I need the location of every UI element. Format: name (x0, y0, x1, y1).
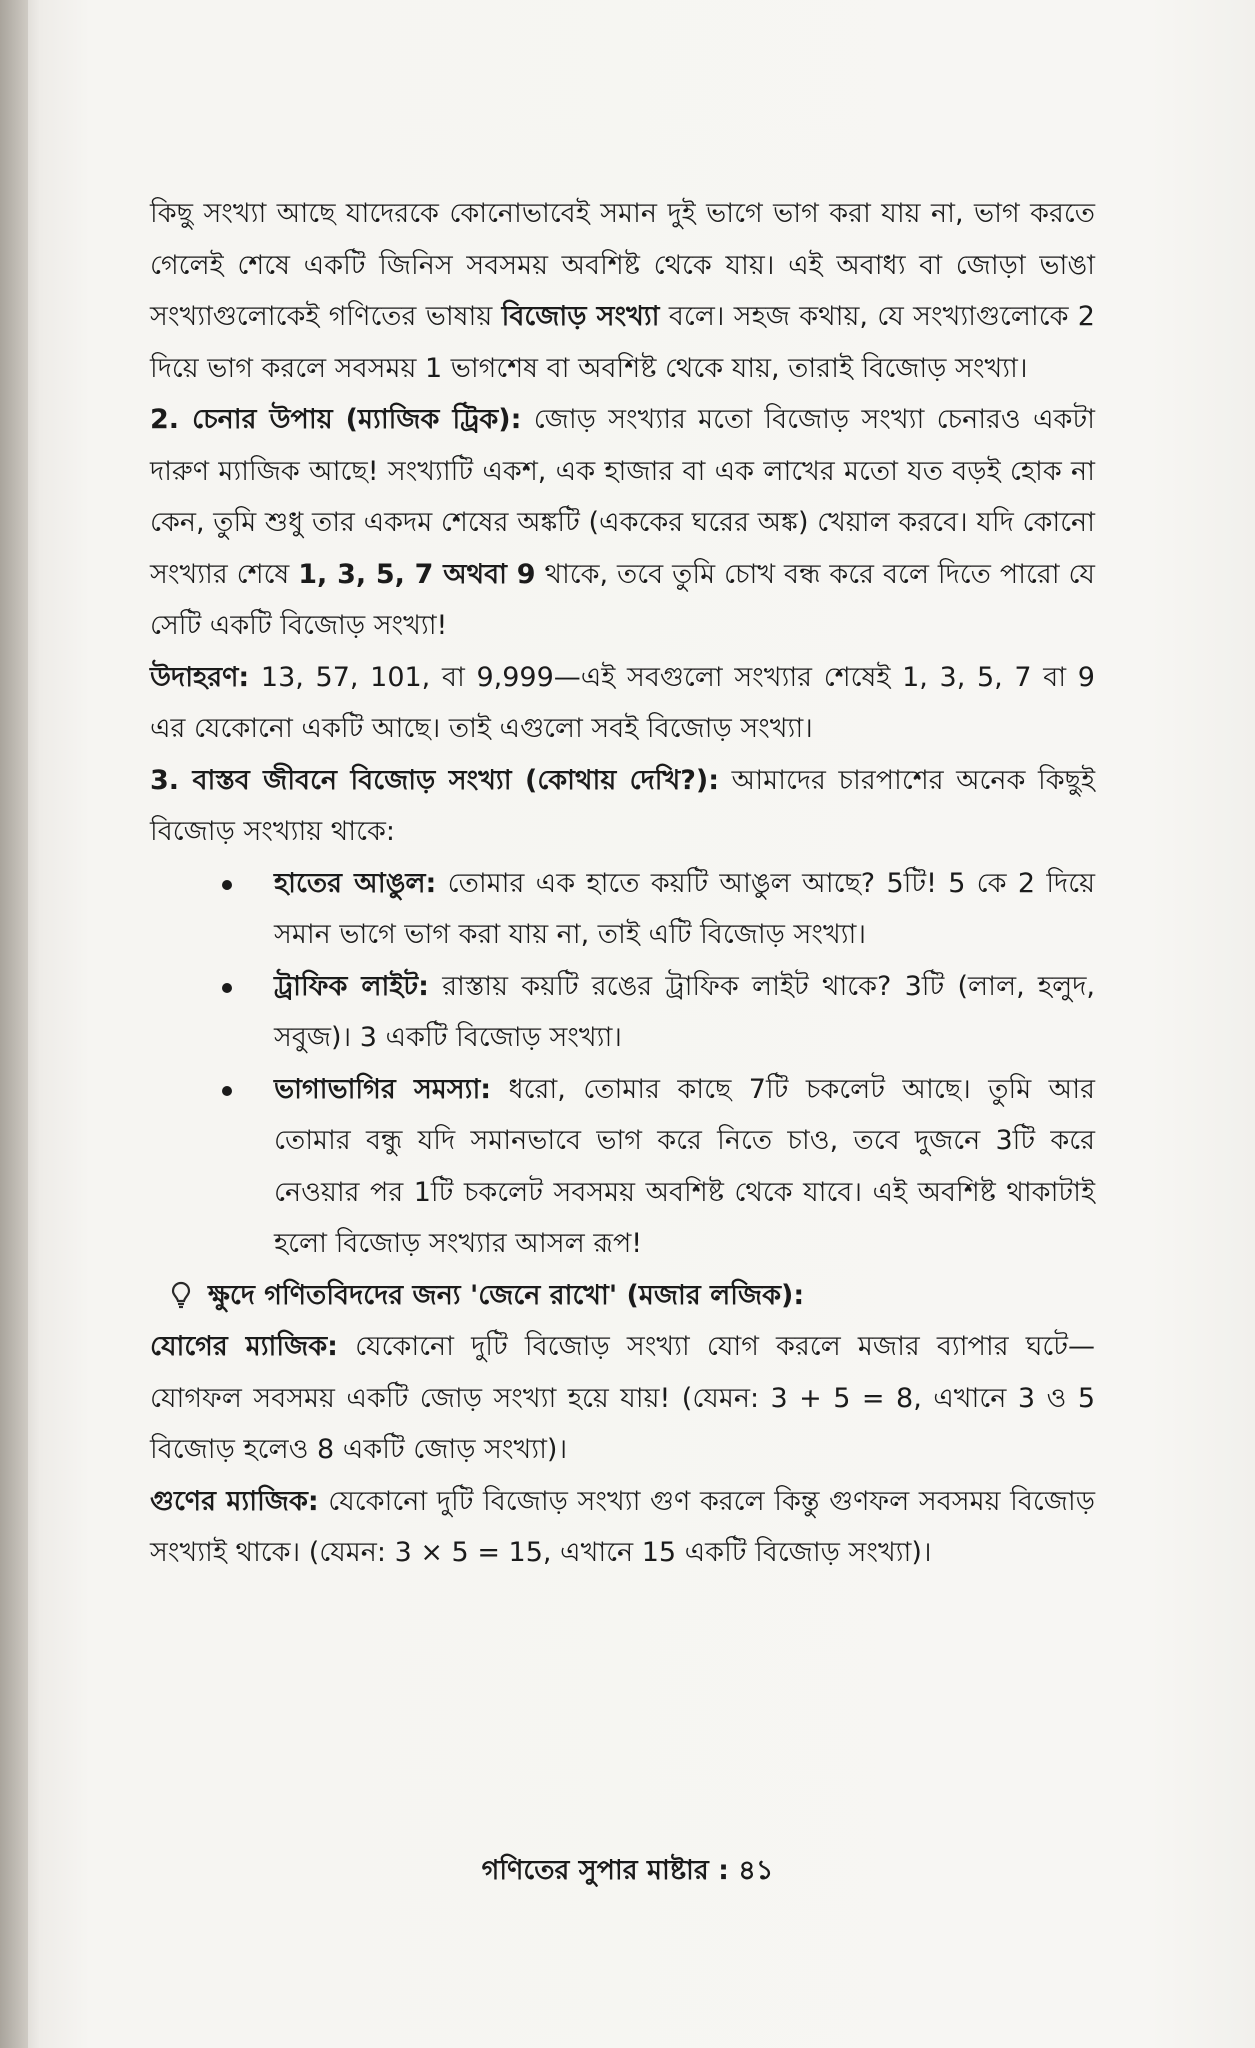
page-footer: গণিতের সুপার মাষ্টার : ৪১ (481, 1855, 774, 1886)
section2-heading: 2. চেনার উপায় (ম্যাজিক ট্রিক): (150, 404, 522, 435)
example-paragraph (150, 652, 1095, 755)
list-item (150, 858, 1095, 961)
list-item (150, 1064, 1095, 1270)
example-label: উদাহরণ: (150, 661, 250, 693)
section2-text-end: থাকে, তবে তুমি চোখ বন্ধ করে বলে দিতে পারো যে সেটি একটি বিজোড় সংখ্যা! (150, 558, 1095, 641)
list-item-label: হাতের আঙুল: (274, 867, 437, 899)
bullet-dot-icon (222, 880, 232, 890)
multiplication-paragraph (150, 1476, 1095, 1579)
list-item-text: ধরো, তোমার কাছে 7টি চকলেট আছে। তুমি আর তোমার বন্ধু যদি সমানভাবে ভাগ করে নিতে চাও, তবে দুজনে 3টি করে নেওয়ার পর 1টি চকলেট সবসময় অবশিষ্ট থেকে যাবে। এই অবশিষ্ট থাকাটাই হলো বিজোড় সংখ্যার আসল রূপ! (274, 1073, 1096, 1259)
examples-list (150, 858, 1095, 1270)
section3-paragraph (150, 755, 1095, 858)
addition-label: যোগের ম্যাজিক: (150, 1331, 338, 1362)
list-item-text: রাস্তায় কয়টি রঙের ট্রাফিক লাইট থাকে? 3টি (লাল, হলুদ, সবুজ)। 3 একটি বিজোড় সংখ্যা। (274, 970, 1095, 1053)
section3-text: আমাদের চারপাশের অনেক কিছুই বিজোড় সংখ্যায় থাকে: (150, 764, 1095, 847)
bullet-dot-icon (222, 1086, 232, 1096)
multiplication-label: গুণের ম্যাজিক: (150, 1485, 319, 1517)
list-item (150, 961, 1095, 1064)
bullet-dot-icon (222, 983, 232, 993)
intro-text-end: বলে। সহজ কথায়, যে সংখ্যাগুলোকে 2 দিয়ে ভাগ করলে সবসময় 1 ভাগশেষ বা অবশিষ্ট থেকে যায়, তারাই বিজোড় সংখ্যা। (150, 301, 1095, 384)
section2-text: জোড় সংখ্যার মতো বিজোড় সংখ্যা চেনারও একটা দারুণ ম্যাজিক আছে! সংখ্যাটি একশ, এক হাজার বা এক লাখের মতো যত বড়ই হোক না কেন, তুমি শুধু তার একদম শেষের অঙ্কটি (এককের ঘরের অঙ্ক) খেয়াল করবে। যদি কোনো সংখ্যার শেষে (150, 404, 1095, 590)
example-text: 13, 57, 101, বা 9,999—এই সবগুলো সংখ্যার শেষেই 1, 3, 5, 7 বা 9 এর যেকোনো একটি আছে। তাই এগুলো সবই বিজোড় সংখ্যা। (150, 661, 1095, 744)
intro-paragraph (150, 188, 1095, 394)
section2-digits: 1, 3, 5, 7 অথবা 9 (298, 558, 536, 590)
intro-bold-term: বিজোড় সংখ্যা (501, 301, 660, 332)
book-spine-shadow (0, 0, 28, 2048)
multiplication-text: যেকোনো দুটি বিজোড় সংখ্যা গুণ করলে কিন্তু গুণফল সবসময় বিজোড় সংখ্যাই থাকে। (যেমন: 3 × 5 = 15, এখানে 15 একটি বিজোড় সংখ্যা)। (150, 1485, 1095, 1568)
page-content (150, 188, 1095, 1579)
section3-heading: 3. বাস্তব জীবনে বিজোড় সংখ্যা (কোথায় দেখি?): (150, 764, 720, 796)
addition-text: যেকোনো দুটি বিজোড় সংখ্যা যোগ করলে মজার ব্যাপার ঘটে—যোগফল সবসময় একটি জোড় সংখ্যা হয়ে যায়! (যেমন: 3 + 5 = 8, এখানে 3 ও 5 বিজোড় হলেও 8 একটি জোড় সংখ্যা)। (150, 1331, 1095, 1465)
section2-paragraph (150, 394, 1095, 652)
intro-text: কিছু সংখ্যা আছে যাদেরকে কোনোভাবেই সমান দুই ভাগে ভাগ করা যায় না, ভাগ করতে গেলেই শেষে একটি জিনিস সবসময় অবশিষ্ট থেকে যায়। এই অবাধ্য বা জোড়া ভাঙা সংখ্যাগুলোকেই গণিতের ভাষায় (150, 198, 1095, 332)
list-item-label: ট্রাফিক লাইট: (274, 970, 429, 1002)
list-item-label: ভাগাভাগির সমস্যা: (274, 1073, 492, 1105)
lightbulb-icon (170, 1280, 192, 1310)
tip-heading: ক্ষুদে গণিতবিদদের জন্য 'জেনে রাখো' (মজার লজিক): (208, 1279, 805, 1311)
addition-paragraph (150, 1321, 1095, 1476)
tip-heading-line (150, 1270, 1095, 1322)
list-item-text: তোমার এক হাতে কয়টি আঙুল আছে? 5টি! 5 কে 2 দিয়ে সমান ভাগে ভাগ করা যায় না, তাই এটি বিজোড় সংখ্যা। (274, 867, 1095, 950)
